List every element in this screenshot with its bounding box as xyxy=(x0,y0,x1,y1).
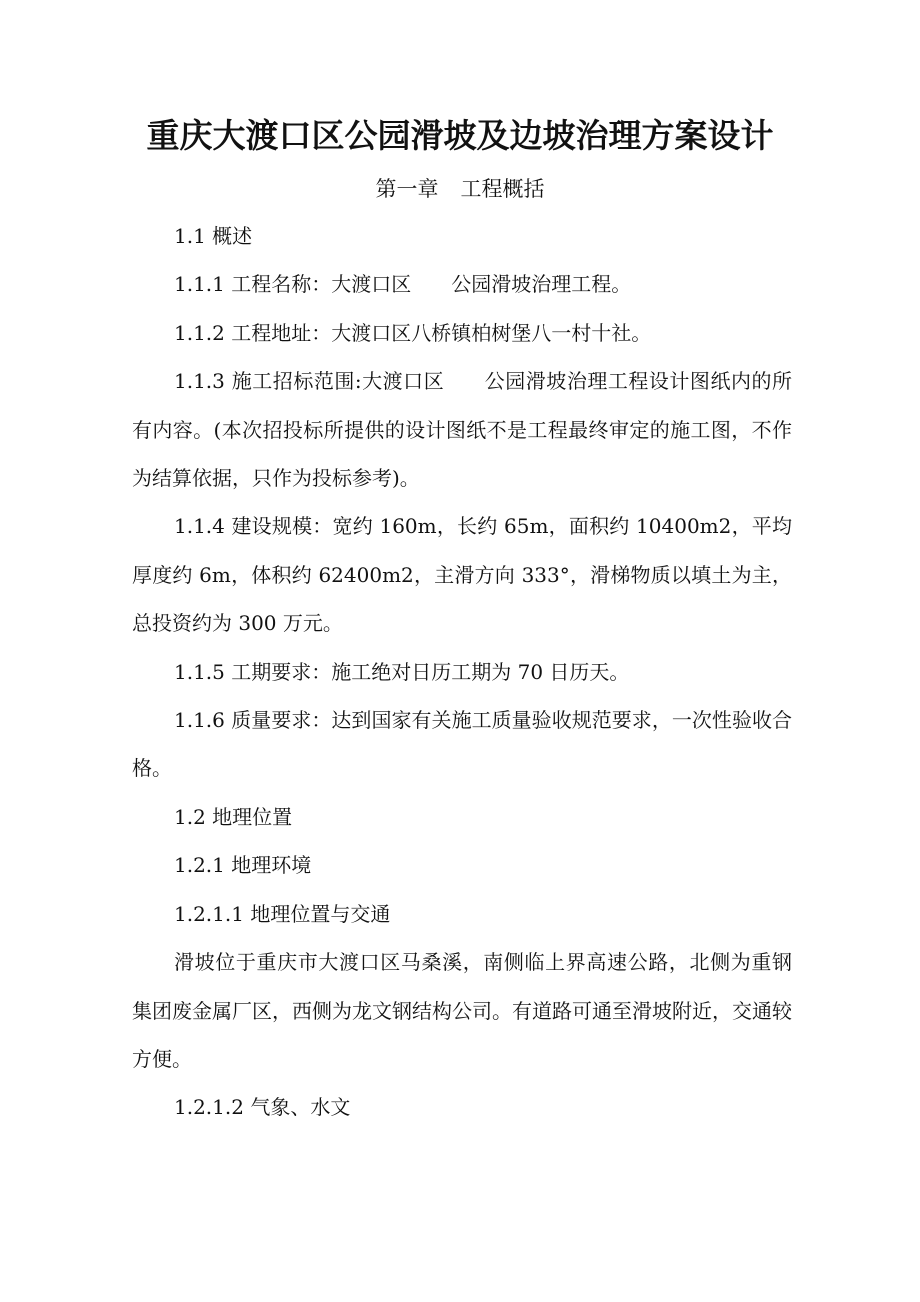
item-project-name-value: 公园滑坡治理工程。 xyxy=(451,272,632,297)
item-schedule: 1.1.5 工期要求：施工绝对日历工期为 70 日历天。 xyxy=(174,659,630,684)
chapter-name: 工程概括 xyxy=(460,177,545,201)
section-heading-1-2-1-2: 1.2.1.2 气象、水文 xyxy=(174,1095,351,1120)
item-project-address: 1.1.2 工程地址：大渡口区八桥镇柏树堡八一村十社。 xyxy=(174,320,652,345)
item-project-name xyxy=(132,260,792,308)
item-construction-scale: 1.1.4 建设规模：宽约 160m，长约 65m，面积约 10400m2，平均厚度约 6m，体积约 62400m2，主滑方向 333°，滑梯物质以填土为主，总投资约为 300 万元。 xyxy=(132,514,792,636)
paragraph-location: 滑坡位于重庆市大渡口区马桑溪，南侧临上界高速公路，北侧为重钢集团废金属厂区，西侧为龙文钢结构公司。有道路可通至滑坡附近，交通较方便。 xyxy=(132,950,792,1071)
item-bidding-scope-value: 公园滑坡治理工程设计图纸内的所有内容。(本次招投标所提供的设计图纸不是工程最终审定的施工图，不作为结算依据，只作为投标参考)。 xyxy=(132,369,793,491)
section-heading-1-1: 1.1 概述 xyxy=(174,224,253,248)
document-body xyxy=(132,212,792,1132)
item-bidding-scope-label: 1.1.3 施工招标范围:大渡口区 xyxy=(174,369,445,394)
item-quality: 1.1.6 质量要求：达到国家有关施工质量验收规范要求，一次性验收合格。 xyxy=(132,708,792,781)
chapter-heading xyxy=(0,173,920,203)
section-heading-1-2: 1.2 地理位置 xyxy=(174,804,293,829)
section-heading-1-2-1-1: 1.2.1.1 地理位置与交通 xyxy=(174,901,391,926)
chapter-number: 第一章 xyxy=(375,177,439,201)
item-project-name-label: 1.1.1 工程名称：大渡口区 xyxy=(174,272,412,297)
item-bidding-scope xyxy=(132,357,792,502)
document-title: 重庆大渡口区公园滑坡及边坡治理方案设计 xyxy=(146,116,774,155)
section-heading-1-2-1: 1.2.1 地理环境 xyxy=(174,853,312,878)
